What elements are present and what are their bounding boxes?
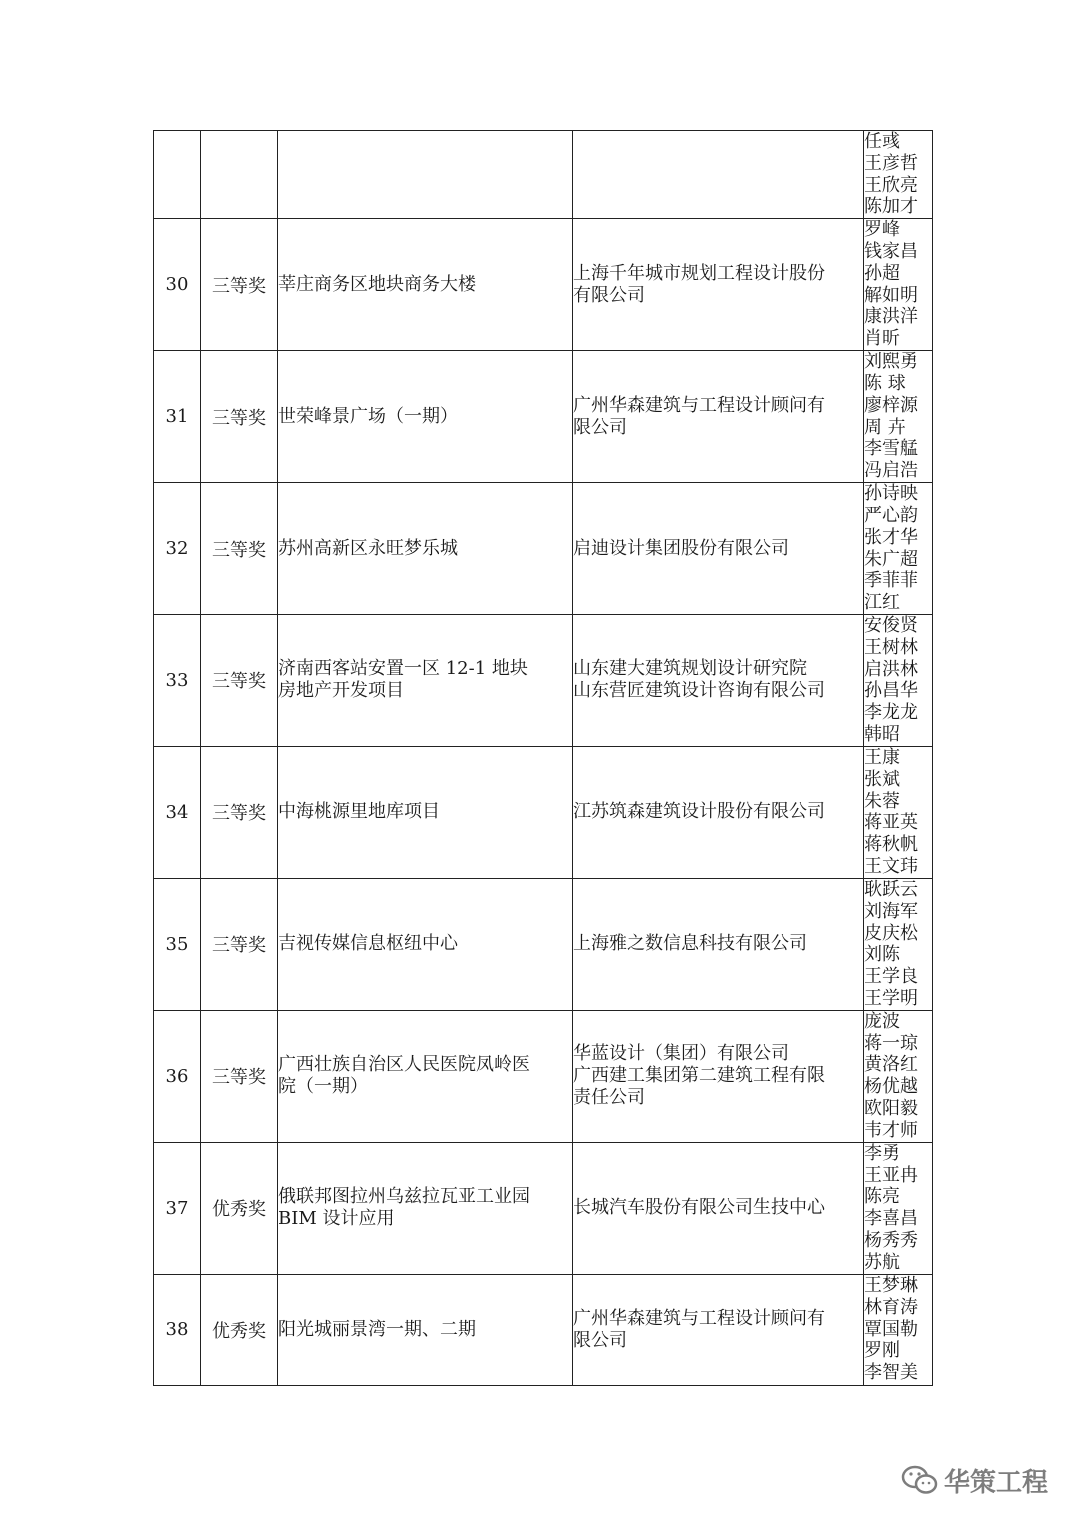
- person-name: 杨优越: [864, 1076, 918, 1098]
- table-row: [154, 1010, 933, 1142]
- project-name: [278, 1142, 573, 1274]
- table-row: [154, 483, 933, 615]
- person-name: 王亚冉: [864, 1164, 918, 1186]
- person-name: 苏航: [864, 1251, 900, 1273]
- person-name: 刘陈: [864, 944, 900, 966]
- watermark-text: 华策工程: [944, 1467, 1049, 1498]
- awards-table: [153, 130, 933, 1386]
- person-name: 刘熙勇: [864, 351, 918, 373]
- award-level: 三等奖: [201, 614, 278, 746]
- person-name: 覃国勒: [864, 1318, 918, 1340]
- organization-name: [573, 219, 864, 351]
- person-name: 朱蓉: [864, 790, 900, 812]
- person-name: 江红: [864, 592, 900, 614]
- text-line: 华蓝设计（集团）有限公司: [573, 1043, 789, 1065]
- person-name: 孙诗映: [864, 483, 918, 505]
- row-number: 33: [154, 614, 201, 746]
- person-name: 李勇: [864, 1142, 900, 1164]
- organization-name: [573, 878, 864, 1010]
- award-level: 三等奖: [201, 1010, 278, 1142]
- row-number: 35: [154, 878, 201, 1010]
- table-row: [154, 351, 933, 483]
- person-name: 欧阳毅: [864, 1098, 918, 1120]
- text-line: 有限公司: [573, 284, 645, 306]
- team-members: [864, 746, 933, 878]
- text-line: 启迪设计集团股份有限公司: [573, 537, 789, 559]
- text-line: 限公司: [573, 1329, 627, 1351]
- person-name: 刘海军: [864, 900, 918, 922]
- person-name: 蒋亚英: [864, 812, 918, 834]
- text-line: 广州华森建筑与工程设计顾问有: [573, 394, 825, 416]
- person-name: 安俊贤: [864, 615, 918, 637]
- person-name: 王学良: [864, 966, 918, 988]
- text-line: 山东营匠建筑设计咨询有限公司: [573, 680, 825, 702]
- award-level: 三等奖: [201, 219, 278, 351]
- text-line: 广西建工集团第二建筑工程有限: [573, 1065, 825, 1087]
- project-name: [278, 746, 573, 878]
- text-line: 长城汽车股份有限公司生技中心: [573, 1197, 825, 1219]
- person-name: 廖梓源: [864, 394, 918, 416]
- organization-name: [573, 483, 864, 615]
- person-name: 皮庆松: [864, 922, 918, 944]
- wechat-icon: [900, 1463, 940, 1497]
- person-name: 孙昌华: [864, 680, 918, 702]
- table-row: [154, 746, 933, 878]
- organization-name: [573, 1142, 864, 1274]
- table-row: [154, 1142, 933, 1274]
- team-members: [864, 219, 933, 351]
- team-members: [864, 483, 933, 615]
- text-line: 俄联邦图拉州乌兹拉瓦亚工业园: [278, 1186, 530, 1208]
- person-name: 李喜昌: [864, 1208, 918, 1230]
- organization-name: [573, 351, 864, 483]
- person-name: 罗刚: [864, 1340, 900, 1362]
- row-number: [154, 131, 201, 219]
- person-name: 韩昭: [864, 724, 900, 746]
- award-level: 三等奖: [201, 351, 278, 483]
- text-line: 江苏筑森建筑设计股份有限公司: [573, 801, 825, 823]
- project-name: [278, 483, 573, 615]
- person-name: 启洪林: [864, 658, 918, 680]
- person-name: 王梦琳: [864, 1275, 918, 1297]
- person-name: 康洪洋: [864, 306, 918, 328]
- team-members: [864, 614, 933, 746]
- text-line: 阳光城丽景湾一期、二期: [278, 1318, 476, 1340]
- table-row: [154, 614, 933, 746]
- text-line: 院（一期）: [278, 1076, 368, 1098]
- person-name: 张才华: [864, 526, 918, 548]
- text-line: 济南西客站安置一区 12-1 地块: [278, 658, 528, 680]
- row-number: 37: [154, 1142, 201, 1274]
- award-level: 三等奖: [201, 483, 278, 615]
- project-name: [278, 878, 573, 1010]
- table-row: [154, 131, 933, 219]
- project-name: [278, 131, 573, 219]
- project-name: [278, 1010, 573, 1142]
- project-name: [278, 614, 573, 746]
- award-level: 三等奖: [201, 746, 278, 878]
- text-line: 责任公司: [573, 1087, 645, 1109]
- person-name: 陈亮: [864, 1186, 900, 1208]
- team-members: [864, 1274, 933, 1385]
- organization-name: [573, 746, 864, 878]
- person-name: 肖昕: [864, 328, 900, 350]
- person-name: 王树林: [864, 636, 918, 658]
- organization-name: [573, 1274, 864, 1385]
- table-row: [154, 1274, 933, 1385]
- project-name: [278, 219, 573, 351]
- person-name: 蒋秋帆: [864, 834, 918, 856]
- person-name: 王彦哲: [864, 152, 918, 174]
- award-level: 优秀奖: [201, 1142, 278, 1274]
- person-name: 杨秀秀: [864, 1229, 918, 1251]
- text-line: 世荣峰景广场（一期）: [278, 405, 458, 427]
- person-name: 解如明: [864, 284, 918, 306]
- team-members: [864, 878, 933, 1010]
- person-name: 李智美: [864, 1362, 918, 1384]
- person-name: 钱家昌: [864, 241, 918, 263]
- person-name: 朱广超: [864, 548, 918, 570]
- person-name: 王康: [864, 747, 900, 769]
- text-line: 限公司: [573, 416, 627, 438]
- text-line: 莘庄商务区地块商务大楼: [278, 273, 476, 295]
- text-line: 上海千年城市规划工程设计股份: [573, 262, 825, 284]
- text-line: 广西壮族自治区人民医院凤岭医: [278, 1054, 530, 1076]
- person-name: 林育涛: [864, 1296, 918, 1318]
- text-line: 山东建大建筑规划设计研究院: [573, 658, 807, 680]
- person-name: 王欣亮: [864, 174, 918, 196]
- person-name: 王文玮: [864, 856, 918, 878]
- team-members: [864, 1142, 933, 1274]
- row-number: 30: [154, 219, 201, 351]
- award-level: 三等奖: [201, 878, 278, 1010]
- text-line: 上海雅之数信息科技有限公司: [573, 933, 807, 955]
- row-number: 32: [154, 483, 201, 615]
- row-number: 31: [154, 351, 201, 483]
- person-name: 黄洛红: [864, 1054, 918, 1076]
- person-name: 耿跃云: [864, 878, 918, 900]
- award-level: [201, 131, 278, 219]
- person-name: 李龙龙: [864, 702, 918, 724]
- project-name: [278, 351, 573, 483]
- person-name: 周 卉: [864, 416, 906, 438]
- organization-name: [573, 1010, 864, 1142]
- organization-name: [573, 614, 864, 746]
- person-name: 王学明: [864, 987, 918, 1009]
- text-line: 中海桃源里地库项目: [278, 801, 440, 823]
- row-number: 34: [154, 746, 201, 878]
- person-name: 严心韵: [864, 504, 918, 526]
- person-name: 庞波: [864, 1010, 900, 1032]
- person-name: 冯启浩: [864, 460, 918, 482]
- team-members: [864, 351, 933, 483]
- project-name: [278, 1274, 573, 1385]
- row-number: 38: [154, 1274, 201, 1385]
- table-row: [154, 219, 933, 351]
- person-name: 任彧: [864, 131, 900, 152]
- text-line: 广州华森建筑与工程设计顾问有: [573, 1307, 825, 1329]
- team-members: [864, 1010, 933, 1142]
- text-line: 苏州高新区永旺梦乐城: [278, 537, 458, 559]
- person-name: 蒋一琼: [864, 1032, 918, 1054]
- team-members: [864, 131, 933, 219]
- text-line: 吉视传媒信息枢纽中心: [278, 933, 458, 955]
- text-line: BIM 设计应用: [278, 1208, 395, 1230]
- watermark: [900, 1460, 1048, 1500]
- person-name: 韦才师: [864, 1119, 918, 1141]
- table-row: [154, 878, 933, 1010]
- award-level: 优秀奖: [201, 1274, 278, 1385]
- text-line: 房地产开发项目: [278, 680, 404, 702]
- person-name: 季菲菲: [864, 570, 918, 592]
- person-name: 罗峰: [864, 219, 900, 241]
- person-name: 陈 球: [864, 373, 906, 395]
- person-name: 张斌: [864, 768, 900, 790]
- person-name: 孙超: [864, 262, 900, 284]
- person-name: 李雪艋: [864, 438, 918, 460]
- person-name: 陈加才: [864, 196, 918, 218]
- organization-name: [573, 131, 864, 219]
- row-number: 36: [154, 1010, 201, 1142]
